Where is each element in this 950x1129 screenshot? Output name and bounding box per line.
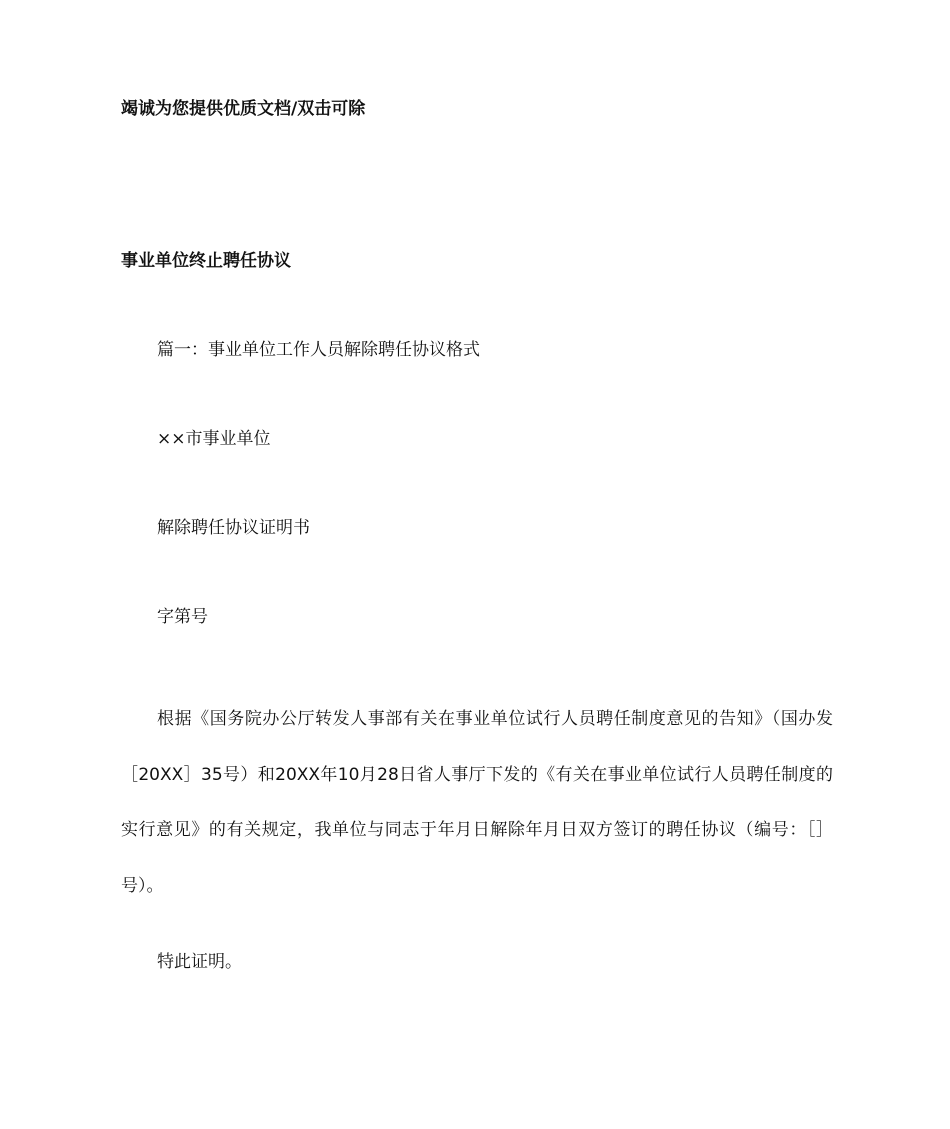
section-heading: 篇一：事业单位工作人员解除聘任协议格式 (157, 340, 480, 360)
document-number: 字第号 (157, 607, 208, 627)
document-title: 事业单位终止聘任协议 (121, 251, 291, 271)
header-note: 竭诚为您提供优质文档/双击可除 (121, 99, 366, 119)
closing-line: 特此证明。 (157, 952, 242, 972)
certificate-name: 解除聘任协议证明书 (157, 518, 310, 538)
issuer-line: ××市事业单位 (157, 429, 271, 449)
body-paragraph: 根据《国务院办公厅转发人事部有关在事业单位试行人员聘任制度意见的告知》（国办发［20XX］35号）和20XX年10月28日省人事厅下发的《有关在事业单位试行人员聘任制度的实行意见》的有关规定，我单位与同志于年月日解除年月日双方签订的聘任协议（编号：［］号）。 (121, 709, 833, 897)
